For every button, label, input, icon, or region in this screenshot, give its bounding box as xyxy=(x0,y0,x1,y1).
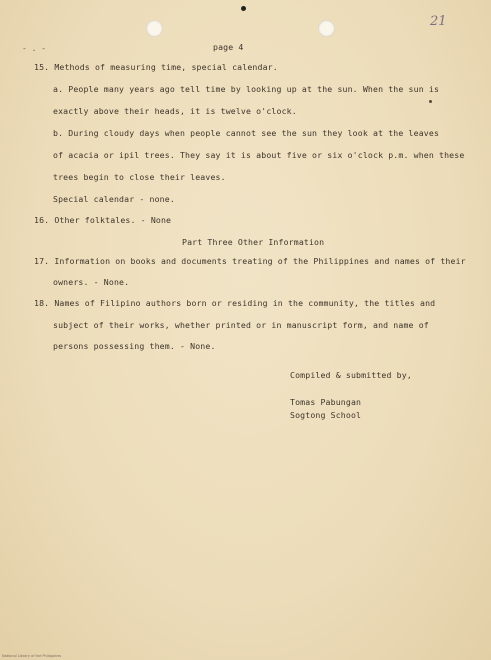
item-15a-line-1: a. People many years ago tell time by looking up at the sun. When the sun is xyxy=(53,84,440,94)
binder-hole-right xyxy=(318,20,335,37)
item-18-line-1: 18. Names of Filipino authors born or residing in the community, the titles and xyxy=(34,298,436,308)
compiled-by-line: Compiled & submitted by, xyxy=(290,370,412,380)
school-name: Sogtong School xyxy=(290,410,362,420)
special-calendar-line: Special calendar - none. xyxy=(53,194,175,204)
top-dot-mark xyxy=(241,6,246,11)
archive-footer: National Library of the Philippines xyxy=(2,654,62,658)
compiler-name: Tomas Pabungan xyxy=(290,397,362,407)
item-15b-line-3: trees begin to close their leaves. xyxy=(53,172,226,182)
item-15-heading: 15. Methods of measuring time, special calendar. xyxy=(34,62,278,72)
folio-number: 21 xyxy=(430,14,447,29)
margin-mark: - . - xyxy=(22,44,47,53)
item-18-line-3: persons possessing them. - None. xyxy=(53,341,216,351)
item-15b-line-2: of acacia or ipil trees. They say it is about five or six o'clock p.m. when these xyxy=(53,150,465,160)
binder-hole-left xyxy=(146,20,163,37)
item-17-line-2: owners. - None. xyxy=(53,277,130,287)
item-17-line-1: 17. Information on books and documents treating of the Philippines and names of their xyxy=(34,256,466,266)
page-label: page 4 xyxy=(213,42,244,52)
section-heading: Part Three Other Information xyxy=(182,237,325,247)
item-16-line: 16. Other folktales. - None xyxy=(34,215,172,225)
item-15a-line-2: exactly above their heads, it is twelve o'clock. xyxy=(53,106,297,116)
item-15b-line-1: b. During cloudy days when people cannot see the sun they look at the leaves xyxy=(53,128,440,138)
item-18-line-2: subject of their works, whether printed or in manuscript form, and name of xyxy=(53,320,429,330)
ink-blot xyxy=(429,100,432,103)
